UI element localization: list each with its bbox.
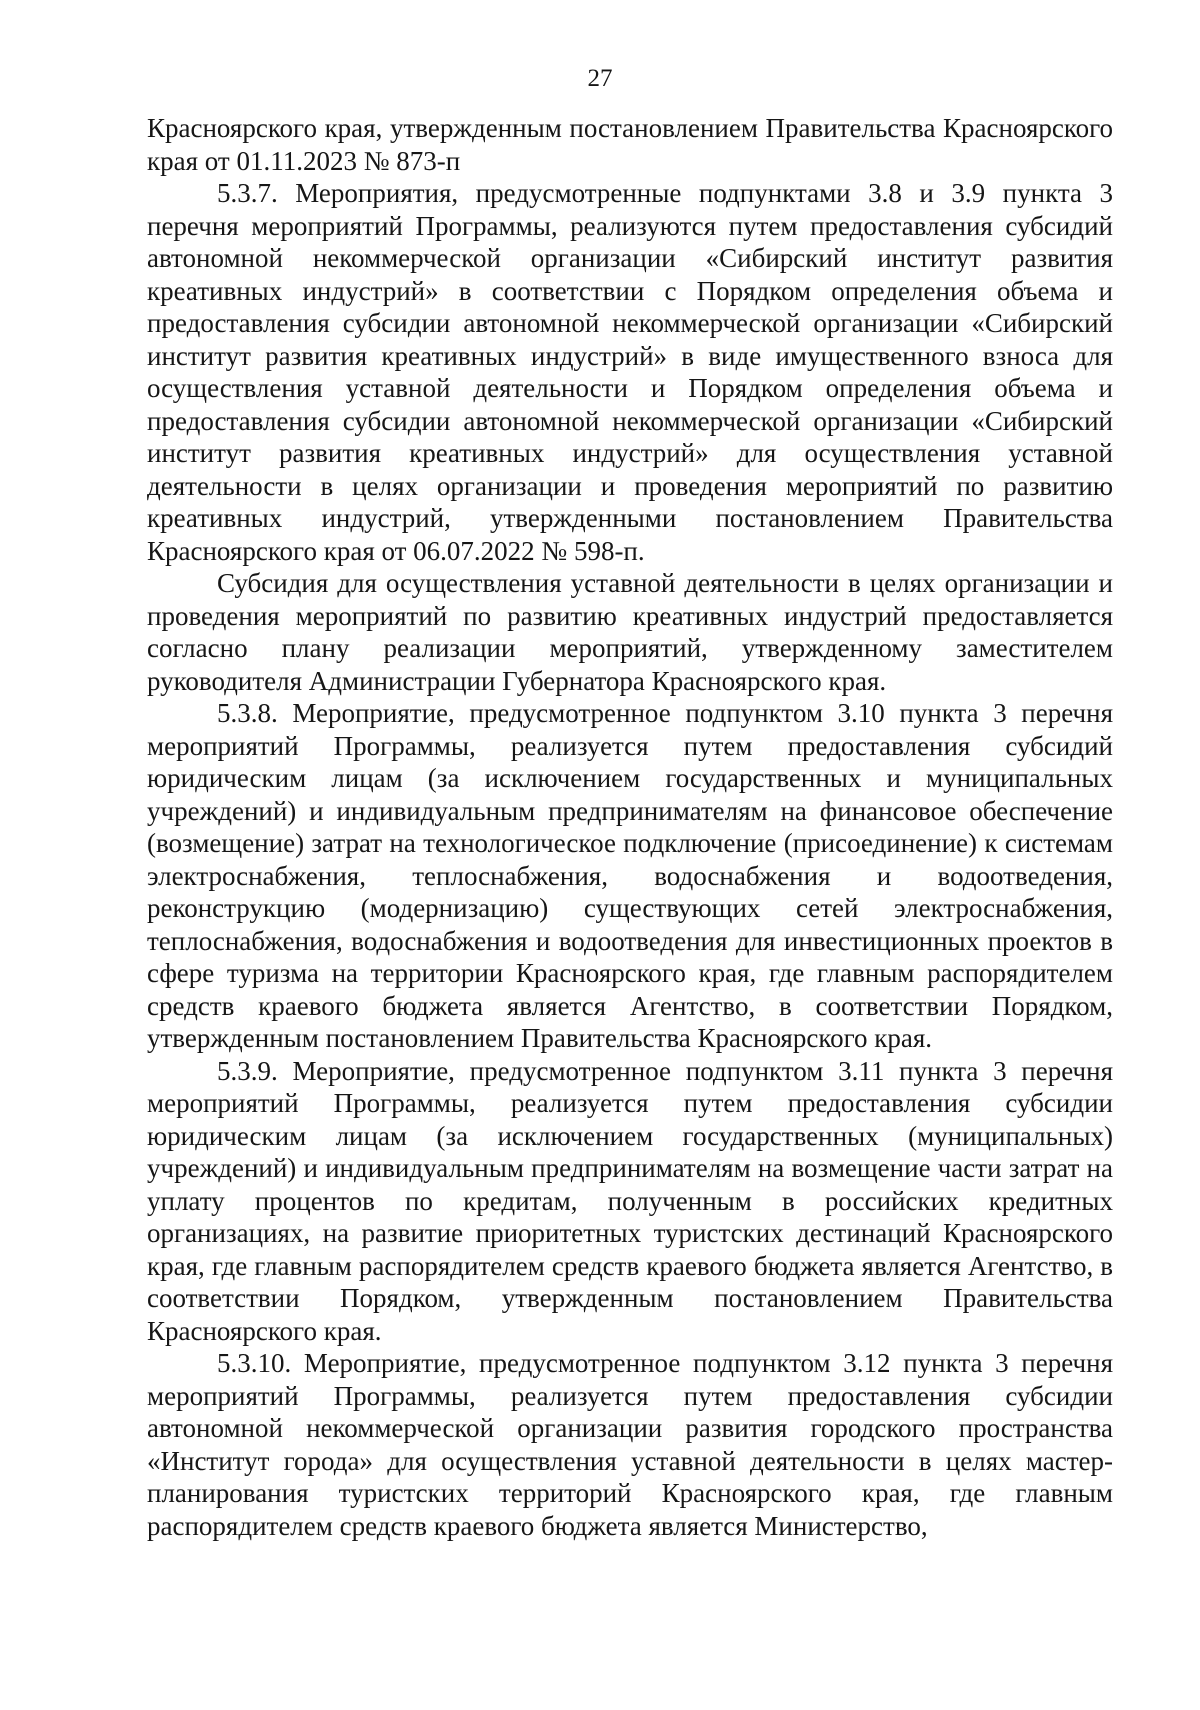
paragraph-subsidy: Субсидия для осуществления уставной деятельности в целях организации и проведения мероприятий по развитию креативных индустрий предоставляется согласно плану реализации мероприятий, утвержденному заместителем руководителя Администрации Губернатора Красноярского края. (147, 568, 1113, 696)
paragraph-continuation: Красноярского края, утвержденным постановлением Правительства Красноярского края от 01.11.2023 № 873-п (147, 113, 1113, 176)
paragraph-5-3-8: 5.3.8. Мероприятие, предусмотренное подпунктом 3.10 пункта 3 перечня мероприятий Программы, реализуется путем предоставления субсидий юридическим лицам (за исключением государственных и муниципальных учреждений) и индивидуальным предпринимателям на финансовое обеспечение (возмещение) затрат на технологическое подключение (присоединение) к системам электроснабжения, теплоснабжения, водоснабжения и водоотведения, реконструкцию (модернизацию) существующих сетей электроснабжения, теплоснабжения, водоснабжения и водоотведения для инвестиционных проектов в сфере туризма на территории Красноярского края, где главным распорядителем средств краевого бюджета является Агентство, в соответствии Порядком, утвержденным постановлением Правительства Красноярского края. (147, 698, 1113, 1053)
paragraph-5-3-9: 5.3.9. Мероприятие, предусмотренное подпунктом 3.11 пункта 3 перечня мероприятий Программы, реализуется путем предоставления субсидии юридическим лицам (за исключением государственных (муниципальных) учреждений) и индивидуальным предпринимателям на возмещение части затрат на уплату процентов по кредитам, полученным в российских кредитных организациях, на развитие приоритетных туристских дестинаций Красноярского края, где главным распорядителем средств краевого бюджета является Агентство, в соответствии Порядком, утвержденным постановлением Правительства Красноярского края. (147, 1055, 1113, 1346)
paragraph-5-3-7: 5.3.7. Мероприятия, предусмотренные подпунктами 3.8 и 3.9 пункта 3 перечня мероприятий Программы, реализуются путем предоставления субсидий автономной некоммерческой организации «Сибирский институт развития креативных индустрий» в соответствии с Порядком определения объема и предоставления субсидии автономной некоммерческой организации «Сибирский институт развития креативных индустрий» в виде имущественного взноса для осуществления уставной деятельности и Порядком определения объема и предоставления субсидии автономной некоммерческой организации «Сибирский институт развития креативных индустрий» для осуществления уставной деятельности в целях организации и проведения мероприятий по развитию креативных индустрий, утвержденными постановлением Правительства Красноярского края от 06.07.2022 № 598-п. (147, 178, 1113, 566)
document-body (147, 112, 1113, 1542)
page-number: 27 (587, 65, 613, 92)
paragraph-5-3-10: 5.3.10. Мероприятие, предусмотренное подпунктом 3.12 пункта 3 перечня мероприятий Программы, реализуется путем предоставления субсидии автономной некоммерческой организации развития городского пространства «Институт города» для осуществления уставной деятельности в целях мастер-планирования туристских территорий Красноярского края, где главным распорядителем средств краевого бюджета является Министерство, (147, 1348, 1113, 1541)
